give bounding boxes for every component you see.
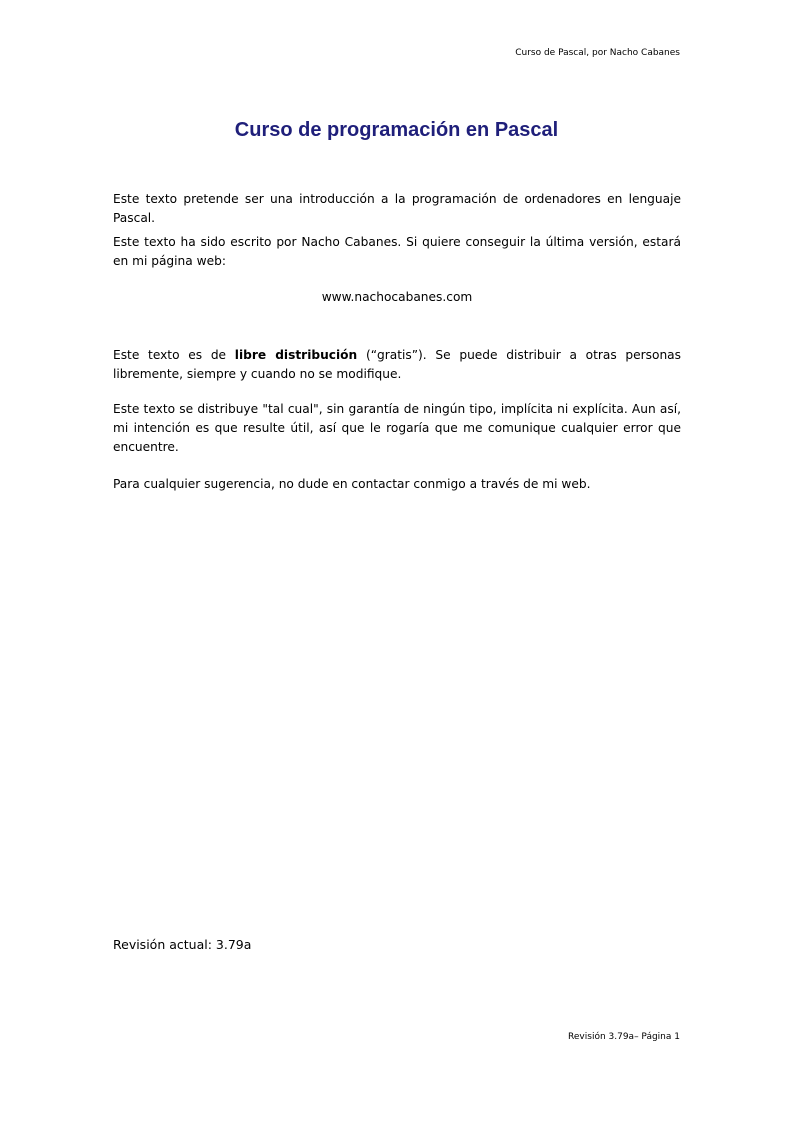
running-header: Curso de Pascal, por Nacho Cabanes — [515, 48, 680, 58]
page-footer: Revisión 3.79a– Página 1 — [568, 1032, 680, 1042]
license-paragraph — [113, 346, 681, 384]
intro-paragraph: Este texto pretende ser una introducción a la programación de ordenadores en lenguaje Pascal. — [113, 192, 681, 225]
website-url: www.nachocabanes.com — [321, 290, 473, 304]
author-paragraph: Este texto ha sido escrito por Nacho Cabanes. Si quiere conseguir la última versión, estará en mi página web: — [113, 235, 681, 268]
license-bold: libre distribución — [234, 348, 358, 362]
revision-label: Revisión actual: 3.79a — [113, 937, 252, 952]
warranty-paragraph: Este texto se distribuye "tal cual", sin garantía de ningún tipo, implícita ni explícita. Aun así, mi intención es que resulte útil, así que le rogaría que me comunique cualquier error que encuentre. — [113, 402, 681, 454]
license-suffix: (“gratis”). Se puede distribuir a otras personas libremente, siempre y cuando no se modifique. — [113, 348, 682, 381]
license-prefix: Este texto es de — [113, 348, 235, 362]
contact-paragraph: Para cualquier sugerencia, no dude en contactar conmigo a través de mi web. — [113, 477, 591, 491]
page-title: Curso de programación en Pascal — [234, 119, 559, 141]
